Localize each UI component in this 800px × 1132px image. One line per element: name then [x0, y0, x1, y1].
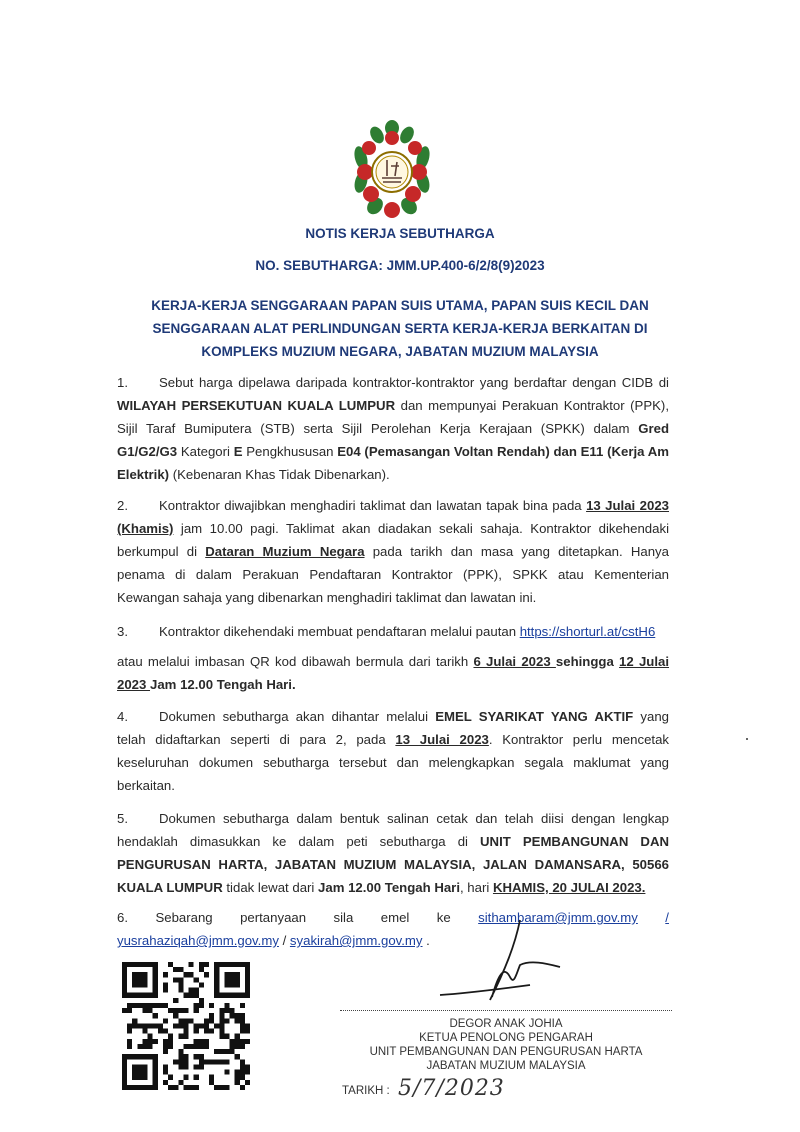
email-link-syakirah[interactable]: syakirah@jmm.gov.my [289, 933, 423, 948]
paragraph-text: Kategori [177, 444, 234, 459]
project-title-line: KERJA-KERJA SENGGARAAN PAPAN SUIS UTAMA, PAPAN SUIS KECIL DAN [151, 298, 649, 313]
signatory-position: KETUA PENOLONG PENGARAH [419, 1032, 593, 1044]
paragraph-text: Pengkhususan [242, 444, 338, 459]
paragraph-text: Dokumen sebutharga dalam bentuk salinan cetak dan telah diisi dengan lengkap hendaklah dimasukkan ke dalam peti sebutharga di [117, 811, 669, 849]
signatory-department: JABATAN MUZIUM MALAYSIA [426, 1060, 586, 1072]
email-separator: / [665, 910, 669, 925]
date-label: TARIKH : [342, 1085, 390, 1097]
briefing-date: 13 Julai 2023 (Khamis) [117, 498, 670, 536]
submission-address: UNIT PEMBANGUNAN DAN PENGURUSAN HARTA, JABATAN MUZIUM MALAYSIA, JALAN DAMANSARA, 50566 KUALA LUMPUR [117, 834, 669, 895]
until-word: sehingga [555, 654, 614, 669]
meeting-place: Dataran Muzium Negara [205, 544, 365, 559]
paragraph-5 [117, 807, 669, 899]
paragraph-text: Kontraktor diwajibkan menghadiri taklimat dan lawatan tapak bina pada [159, 498, 587, 513]
paragraph-3-continuation [117, 650, 669, 696]
grade-bold: Gred G1/G2/G3 [117, 421, 669, 459]
paragraph-text: yang telah didaftarkan seperti di para 2, pada [117, 709, 669, 747]
specialization-bold: E04 (Pemasangan Voltan Rendah) dan E11 (Kerja Am Elektrik) [117, 444, 669, 482]
reference-number: NO. SEBUTHARGA: JMM.UP.400-6/2/8(9)2023 [255, 258, 545, 273]
paragraph-text: Sebut harga dipelawa daripada kontraktor-kontraktor yang berdaftar dengan CIDB di [159, 375, 669, 390]
paragraph-text: atau melalui imbasan QR kod dibawah bermula dari tarikh [117, 654, 474, 669]
paragraph-6-line-2 [117, 929, 669, 952]
paragraph-text: Kontraktor dikehendaki membuat pendaftaran melalui pautan [159, 624, 520, 639]
paragraph-number: 1. [117, 375, 128, 390]
paragraph-1 [117, 371, 669, 486]
handwritten-date: 5/7/2023 [398, 1076, 505, 1101]
signature-line [340, 1010, 672, 1011]
paragraph-word: sila [333, 910, 354, 925]
paragraph-number: 4. [117, 709, 128, 724]
start-date: 6 Julai 2023 [473, 654, 556, 669]
deadline-date: KHAMIS, 20 JULAI 2023. [492, 880, 646, 895]
paragraph-number: 5. [117, 811, 128, 826]
paragraph-word: emel [380, 910, 410, 925]
paragraph-number: 6. [117, 910, 128, 925]
active-email-bold: EMEL SYARIKAT YANG AKTIF [435, 709, 634, 724]
project-title-line: SENGGARAAN ALAT PERLINDUNGAN SERTA KERJA-KERJA BERKAITAN DI [152, 321, 648, 336]
paragraph-text: (Kebenaran Khas Tidak Dibenarkan). [169, 467, 390, 482]
paragraph-text: pada tarikh dan masa yang ditetapkan. Hanya penama di dalam Perakuan Pendaftaran Kontraktor (PPK), SPKK atau Kementerian Kewangan sahaja yang dibenarkan menghadiri taklimat dan lawatan ini. [117, 544, 669, 605]
registration-link[interactable]: https://shorturl.at/cstH6 [519, 624, 656, 639]
registration-qr-code[interactable] [122, 962, 250, 1090]
paragraph-text: Dokumen sebutharga akan dihantar melalui [159, 709, 436, 724]
signatory-name: DEGOR ANAK JOHIA [449, 1018, 563, 1030]
paragraph-6-line-1 [117, 906, 669, 929]
region-bold: WILAYAH PERSEKUTUAN KUALA LUMPUR [117, 398, 396, 413]
end-time: Jam 12.00 Tengah Hari. [150, 677, 296, 692]
signatory-unit: UNIT PEMBANGUNAN DAN PENGURUSAN HARTA [369, 1046, 643, 1058]
paragraph-word: ke [436, 910, 451, 925]
paragraph-text: . Kontraktor perlu mencetak keseluruhan dokumen sebutharga tersebut dan melengkapkan segala maklumat yang berkaitan. [117, 732, 669, 793]
paragraph-number: 3. [117, 624, 128, 639]
project-title [0, 294, 800, 363]
scan-speck [746, 738, 748, 740]
paragraph-text: tidak lewat dari [222, 880, 319, 895]
jabatan-muzium-crest-logo [347, 120, 437, 220]
deadline-time: Jam 12.00 Tengah Hari [318, 880, 460, 895]
paragraph-2 [117, 494, 669, 609]
category-bold: E [233, 444, 243, 459]
handwritten-signature [420, 915, 570, 1015]
paragraph-number: 2. [117, 498, 128, 513]
document-send-date: 13 Julai 2023 [395, 732, 489, 747]
signatory-block [340, 1017, 672, 1073]
project-title-line: KOMPLEKS MUZIUM NEGARA, JABATAN MUZIUM MALAYSIA [201, 344, 599, 359]
email-separator: / [278, 933, 290, 948]
paragraph-text: dan mempunyai Perakuan Kontraktor (PPK), Sijil Taraf Bumiputera (STB) serta Sijil Perolehan Kerja Kerajaan (SPKK) dalam [117, 398, 669, 436]
notice-title: NOTIS KERJA SEBUTHARGA [305, 226, 495, 241]
email-link-sithambaram[interactable]: sithambaram@jmm.gov.my [478, 910, 638, 925]
paragraph-word: Sebarang [155, 910, 213, 925]
paragraph-word: pertanyaan [240, 910, 307, 925]
end-date: 12 Julai 2023 [117, 654, 670, 692]
paragraph-6 [117, 906, 669, 952]
paragraph-text: jam 10.00 pagi. Taklimat akan diadakan sekali sahaja. Kontraktor dikehendaki berkumpul di [117, 521, 669, 559]
paragraph-3-line-1 [117, 620, 669, 643]
paragraph-text: , hari [459, 880, 493, 895]
email-link-yusrahaziqah[interactable]: yusrahaziqah@jmm.gov.my [117, 933, 279, 948]
sentence-end: . [422, 933, 430, 948]
paragraph-4 [117, 705, 669, 797]
